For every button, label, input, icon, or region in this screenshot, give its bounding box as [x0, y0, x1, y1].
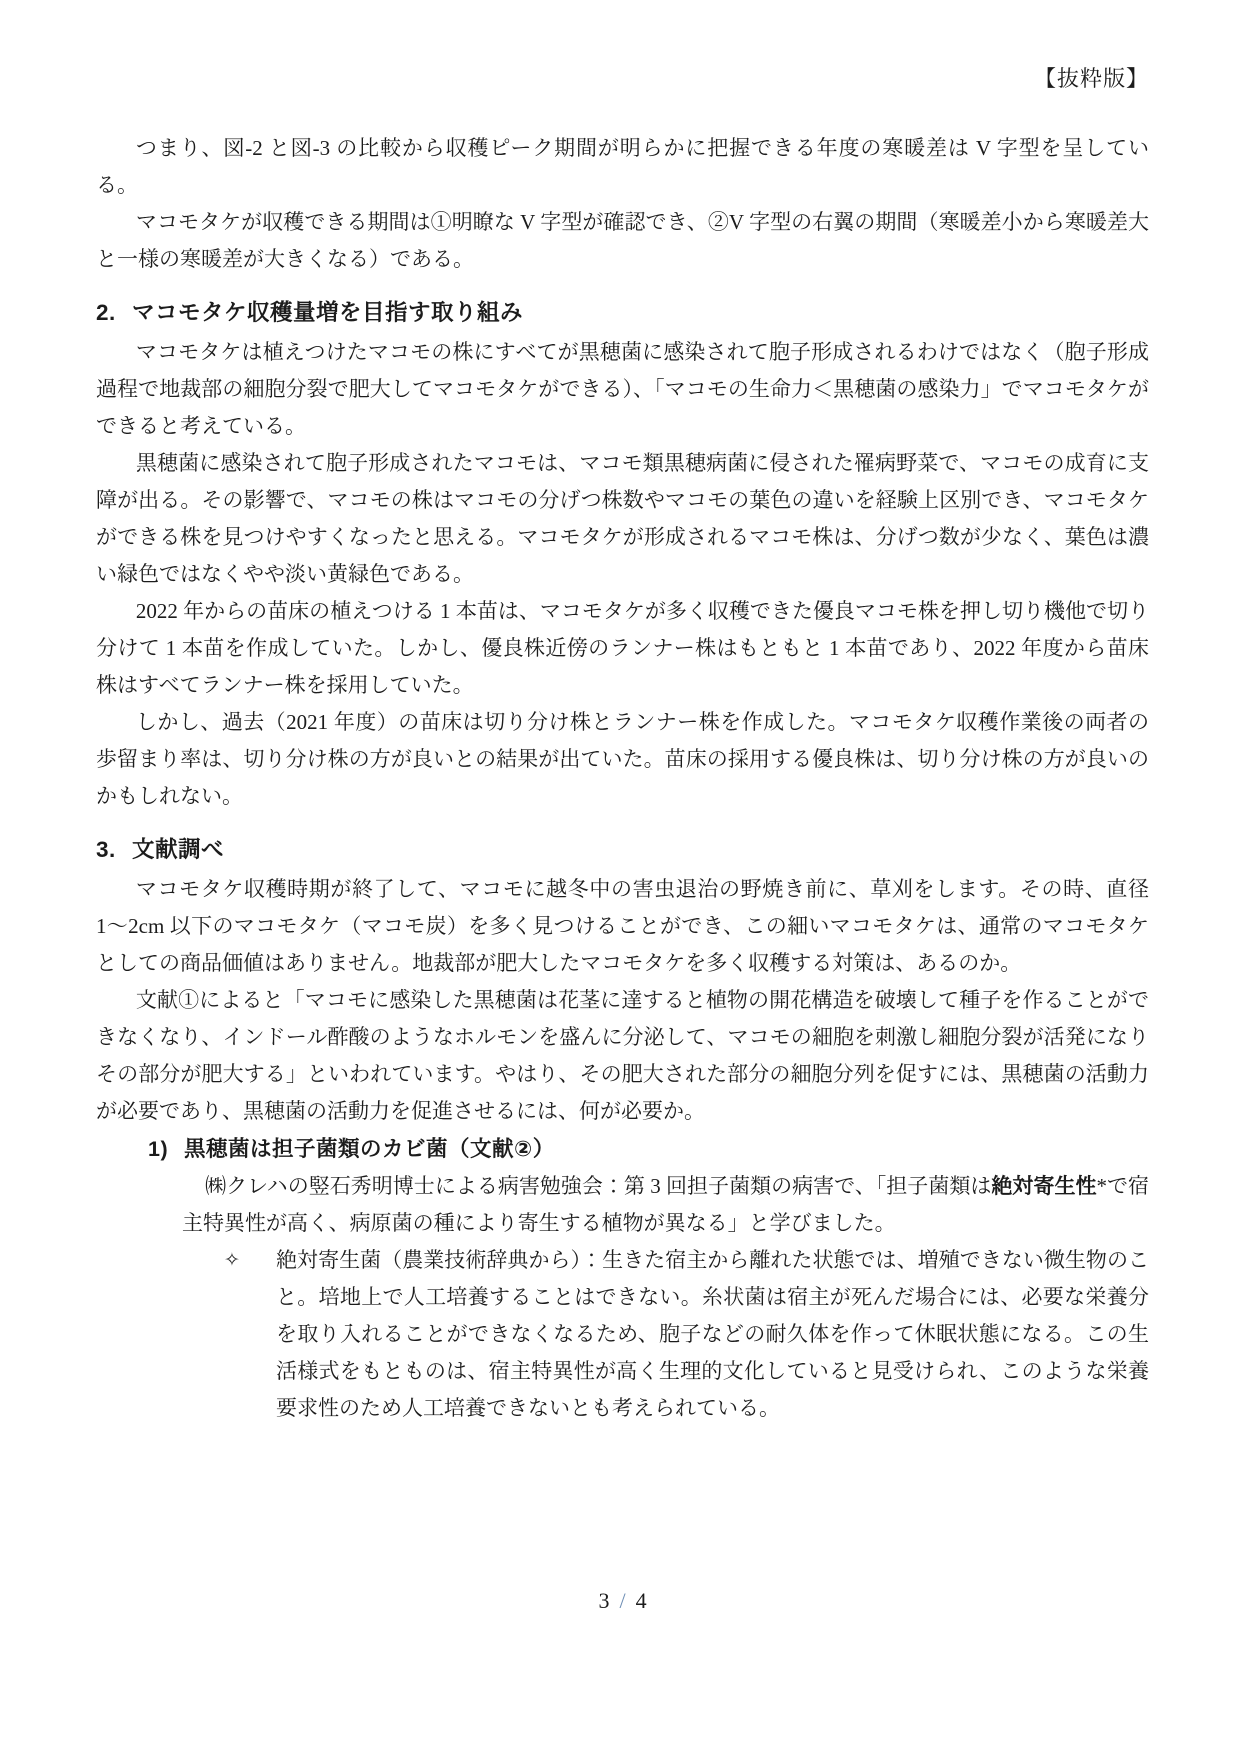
subsection-1-heading: [148, 1134, 1149, 1164]
section-3-paragraph-2: 文献①によると「マコモに感染した黒穂菌は花茎に達すると植物の開花構造を破壊して種子を作ることができなくなり、インドール酢酸のようなホルモンを盛んに分泌して、マコモの細胞を刺激し細胞分裂が活発になりその部分が肥大する」といわれています。やはり、その肥大された部分の細胞分列を促すには、黒穂菌の活動力が必要であり、黒穂菌の活動力を促進させるには、何が必要か。: [96, 988, 1149, 1123]
section-2-paragraph-4: しかし、過去（2021 年度）の苗床は切り分け株とランナー株を作成した。マコモタケ収穫作業後の両者の歩留まり率は、切り分け株の方が良いとの結果が出ていた。苗床の採用する優良株は、切り分け株の方が良いのかもしれない。: [96, 710, 1149, 808]
subsection-1-number: 1): [148, 1137, 169, 1161]
section-2-number: 2.: [96, 300, 116, 325]
section-3-heading: [96, 835, 1149, 865]
page-number-separator: /: [619, 1588, 626, 1613]
section-2-heading: [96, 298, 1149, 328]
definition-bullet-item: [224, 1242, 1149, 1427]
page-number-total: 4: [635, 1588, 647, 1613]
definition-bullet-text: 絶対寄生菌（農業技術辞典から）：生きた宿主から離れた状態では、増殖できない微生物のこと。培地上で人工培養することはできない。糸状菌は宿主が死んだ場合には、必要な栄養分を取り入れることができなくなるため、胞子などの耐久体を作って休眠状態になる。この生活様式をもとものは、宿主特異性が高く生理的文化していると見受けられ、このような栄養要求性のため人工培養できないとも考えられている。: [276, 1248, 1149, 1420]
page-number-footer: [0, 1586, 1245, 1616]
section-2-paragraph-2: 黒穂菌に感染されて胞子形成されたマコモは、マコモ類黒穂病菌に侵された罹病野菜で、マコモの成育に支障が出る。その影響で、マコモの株はマコモの分げつ株数やマコモの葉色の違いを経験上区別でき、マコモタケができる株を見つけやすくなったと思える。マコモタケが形成されるマコモ株は、分げつ数が少なく、葉色は濃い緑色ではなくやや淡い黄緑色である。: [96, 451, 1149, 586]
intro-paragraph-1: つまり、図-2 と図-3 の比較から収穫ピーク期間が明らかに把握できる年度の寒暖差は V 字型を呈している。: [96, 136, 1149, 197]
section-2-paragraph-3: 2022 年からの苗床の植えつける 1 本苗は、マコモタケが多く収穫できた優良マコモ株を押し切り機他で切り分けて 1 本苗を作成していた。しかし、優良株近傍のランナー株はもともと 1 本苗であり、2022 年度から苗床株はすべてランナー株を採用していた。: [96, 599, 1149, 697]
intro-paragraph-2: マコモタケが収穫できる期間は①明瞭な V 字型が確認でき、②V 字型の右翼の期間（寒暖差小から寒暖差大と一様の寒暖差が大きくなる）である。: [96, 210, 1149, 271]
subsection-1-text-prefix: ㈱クレハの竪石秀明博士による病害勉強会：第 3 回担子菌類の病害で、「担子菌類は: [205, 1174, 992, 1198]
subsection-1-paragraph: [182, 1168, 1149, 1242]
subsection-1-text-suffix: で宿主特異性が高く、病原菌の種により寄生する植物が異なる」と学びました。: [182, 1174, 1150, 1235]
section-3-paragraph-1: マコモタケ収穫時期が終了して、マコモに越冬中の害虫退治の野焼き前に、草刈をします。その時、直径 1〜2cm 以下のマコモタケ（マコモ炭）を多く見つけることができ、この細いマコモタケは、通常のマコモタケとしての商品価値はありません。地裁部が肥大したマコモタケを多く収穫する対策は、あるのか。: [96, 877, 1149, 975]
page-number-current: 3: [598, 1588, 610, 1613]
subsection-1-bold-term: 絶対寄生性: [991, 1175, 1097, 1198]
subsection-1-asterisk: *: [1096, 1174, 1107, 1198]
section-2-title: マコモタケ収穫量増を目指す取り組み: [132, 300, 524, 325]
section-3-title: 文献調べ: [132, 837, 225, 862]
section-2-paragraph-1: マコモタケは植えつけたマコモの株にすべてが黒穂菌に感染されて胞子形成されるわけではなく（胞子形成過程で地裁部の細胞分裂で肥大してマコモタケができる）、「マコモの生命力＜黒穂菌の感染力」でマコモタケができると考えている。: [96, 340, 1149, 438]
diamond-bullet-icon: ✧: [224, 1250, 240, 1271]
header-version-tag: 【抜粋版】: [1033, 66, 1149, 91]
subsection-1-title: 黒穂菌は担子菌類のカビ菌（文献②）: [184, 1137, 555, 1161]
section-3-number: 3.: [96, 837, 116, 862]
